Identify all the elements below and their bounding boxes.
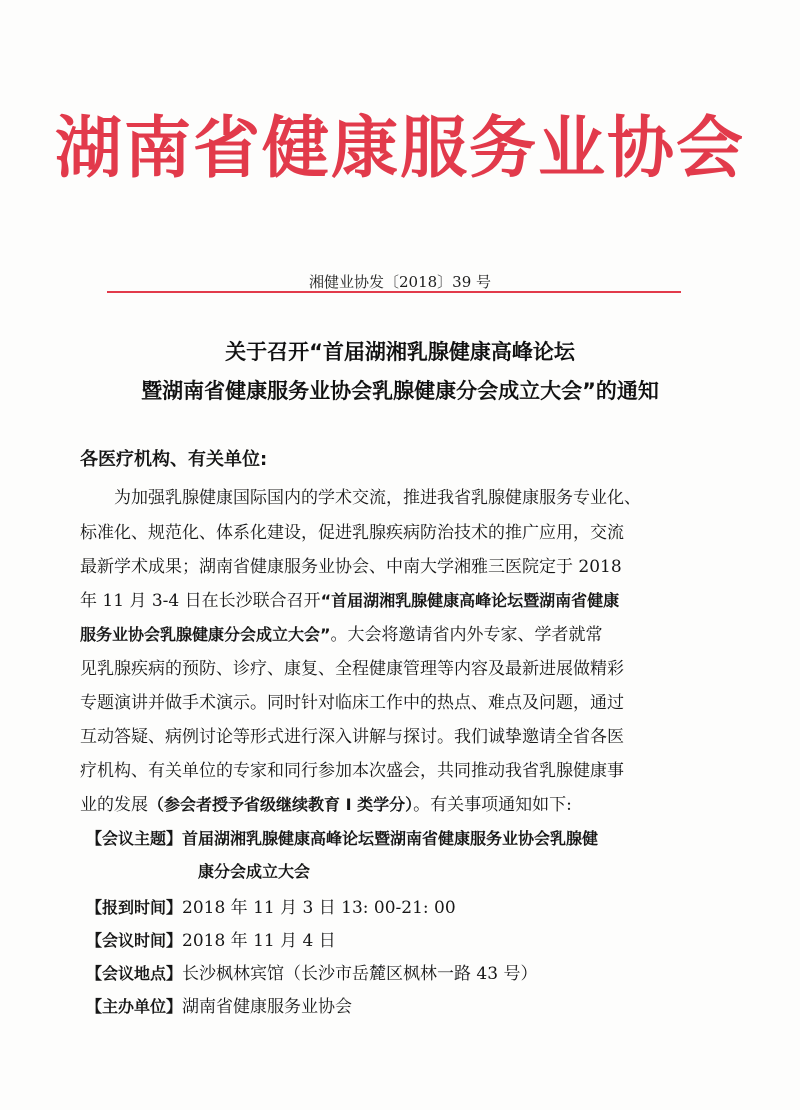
body-line: 专题演讲并做手术演示。同时针对临床工作中的热点、难点及问题，通过 [80, 693, 624, 713]
body-text: 业的发展 [80, 795, 148, 815]
detail-value: 湖南省健康服务业协会 [182, 997, 353, 1017]
detail-theme-continued: 康分会成立大会 [198, 862, 311, 881]
event-name-bold: “首届湖湘乳腺健康高峰论坛暨湖南省健康 [320, 591, 620, 610]
detail-meeting-time [86, 926, 336, 951]
detail-value: 首届湖湘乳腺健康高峰论坛暨湖南省健康服务业协会乳腺健 [182, 829, 599, 848]
event-name-bold: 服务业协会乳腺健康分会成立大会” [80, 625, 331, 644]
body-line: 疗机构、有关单位的专家和同行参加本次盛会，共同推动我省乳腺健康事 [80, 761, 624, 781]
body-text: 。大会将邀请省内外专家、学者就常 [330, 625, 603, 645]
detail-value: 2018 年 11 月 3 日 13: 00-21: 00 [182, 898, 456, 918]
body-text: 。有关事项通知如下: [413, 795, 572, 815]
body-line: 为加强乳腺健康国际国内的学术交流，推进我省乳腺健康服务专业化、 [114, 488, 641, 508]
detail-label: 【会议地点】 [86, 964, 183, 983]
detail-label: 【报到时间】 [86, 898, 183, 917]
body-line: 互动答疑、病例讨论等形式进行深入讲解与探讨。我们诚挚邀请全省各医 [80, 727, 624, 747]
notice-title-line-2: 暨湖南省健康服务业协会乳腺健康分会成立大会”的通知 [141, 379, 659, 403]
red-divider-line [107, 291, 681, 293]
detail-value: 2018 年 11 月 4 日 [182, 931, 336, 951]
detail-label: 【会议主题】 [86, 829, 183, 848]
detail-value: 长沙枫林宾馆（长沙市岳麓区枫林一路 43 号） [182, 964, 538, 984]
body-line: 标准化、规范化、体系化建设，促进乳腺疾病防治技术的推广应用，交流 [80, 523, 624, 543]
detail-organizer [86, 992, 352, 1017]
document-number: 湘健业协发〔2018〕39 号 [308, 273, 492, 291]
salutation: 各医疗机构、有关单位: [80, 449, 268, 470]
detail-label: 【主办单位】 [86, 997, 183, 1016]
body-line [80, 790, 720, 815]
notice-title-line-1: 关于召开“首届湖湘乳腺健康高峰论坛 [225, 340, 575, 364]
credit-note-bold: （参会者授予省级继续教育 I 类学分） [148, 795, 414, 814]
body-line: 最新学术成果；湖南省健康服务业协会、中南大学湘雅三医院定于 2018 [80, 557, 622, 577]
detail-registration-time [86, 893, 456, 918]
detail-theme [86, 826, 598, 849]
organization-header: 湖南省健康服务业协会 [55, 109, 745, 187]
detail-venue [86, 959, 537, 984]
body-line [80, 586, 720, 611]
body-text: 年 11 月 3-4 日在长沙联合召开 [80, 591, 321, 611]
body-line: 见乳腺疾病的预防、诊疗、康复、全程健康管理等内容及最新进展做精彩 [80, 659, 624, 679]
detail-label: 【会议时间】 [86, 931, 183, 950]
body-line [80, 620, 720, 645]
